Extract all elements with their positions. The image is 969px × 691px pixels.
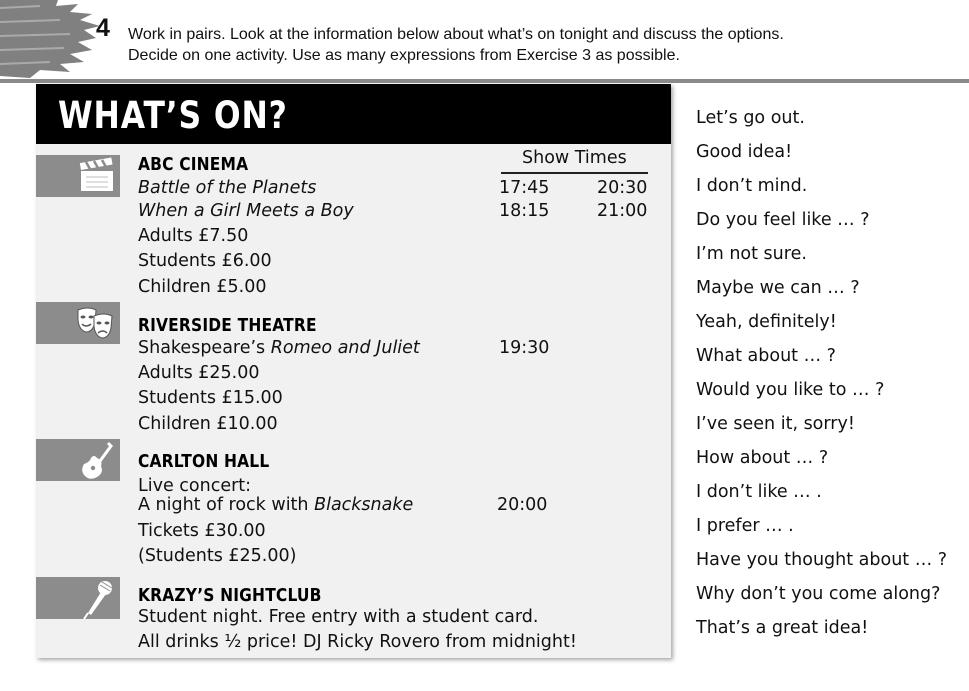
theatre-price-children: Children £10.00 bbox=[138, 414, 278, 434]
film-2-time-1: 18:15 bbox=[499, 201, 550, 221]
expression-item: That’s a great idea! bbox=[696, 618, 869, 638]
expression-item: I don’t mind. bbox=[696, 176, 808, 196]
expression-item: Yeah, definitely! bbox=[696, 312, 837, 332]
nightclub-line-2: All drinks ½ price! DJ Ricky Rovero from midnight! bbox=[138, 632, 577, 652]
cinema-price-adults: Adults £7.50 bbox=[138, 226, 249, 246]
film-1-time-1: 17:45 bbox=[499, 178, 550, 198]
nightclub-line-1: Student night. Free entry with a student card. bbox=[138, 607, 539, 627]
expression-item: I prefer … . bbox=[696, 516, 794, 536]
theatre-price-adults: Adults £25.00 bbox=[138, 363, 260, 383]
theatre-masks-icon bbox=[74, 304, 116, 342]
venue-name-nightclub: KRAZY’S NIGHTCLUB bbox=[138, 585, 322, 606]
cinema-price-students: Students £6.00 bbox=[138, 251, 272, 271]
expression-item: Have you thought about … ? bbox=[696, 550, 948, 570]
microphone-icon bbox=[78, 579, 116, 621]
instructions-line-1: Work in pairs. Look at the information below about what’s on tonight and discuss the options. bbox=[128, 26, 784, 43]
expression-item: Do you feel like … ? bbox=[696, 210, 870, 230]
instructions-line-2: Decide on one activity. Use as many expressions from Exercise 3 as possible. bbox=[128, 47, 680, 64]
panel-header bbox=[36, 84, 671, 144]
expression-item: Would you like to … ? bbox=[696, 380, 885, 400]
theatre-icon-tab bbox=[36, 302, 120, 344]
concert-line-2: A night of rock with Blacksnake bbox=[138, 495, 414, 515]
expression-item: Maybe we can … ? bbox=[696, 278, 860, 298]
expression-item: I don’t like … . bbox=[696, 482, 822, 502]
expression-item: Good idea! bbox=[696, 142, 793, 162]
film-1-title: Battle of the Planets bbox=[138, 178, 317, 198]
expression-item: I’m not sure. bbox=[696, 244, 807, 264]
venue-name-concert-hall: CARLTON HALL bbox=[138, 451, 270, 472]
expression-item: Why don’t you come along? bbox=[696, 584, 941, 604]
guitar-icon bbox=[78, 441, 116, 481]
venue-name-cinema: ABC CINEMA bbox=[138, 154, 249, 175]
concert-price-students: (Students £25.00) bbox=[138, 546, 297, 566]
exercise-number: 4 bbox=[96, 14, 110, 42]
venue-name-theatre: RIVERSIDE THEATRE bbox=[138, 315, 317, 336]
theatre-time: 19:30 bbox=[499, 338, 550, 358]
concert-icon-tab bbox=[36, 439, 120, 481]
nightclub-icon-tab bbox=[36, 577, 120, 619]
expression-item: How about … ? bbox=[696, 448, 829, 468]
whats-on-panel bbox=[36, 84, 671, 658]
header-divider bbox=[0, 79, 969, 83]
film-2-time-2: 21:00 bbox=[597, 201, 648, 221]
expression-item: Let’s go out. bbox=[696, 108, 805, 128]
film-1-time-2: 20:30 bbox=[597, 178, 648, 198]
concert-time: 20:00 bbox=[497, 495, 548, 515]
exercise-instructions bbox=[128, 24, 784, 66]
showtimes-underline bbox=[501, 172, 648, 174]
theatre-show: Shakespeare’s Romeo and Juliet bbox=[138, 338, 420, 358]
concert-line-1: Live concert: bbox=[138, 476, 252, 496]
expression-item: What about … ? bbox=[696, 346, 836, 366]
expressions-list bbox=[696, 108, 947, 652]
film-2-title: When a Girl Meets a Boy bbox=[138, 201, 354, 221]
concert-price-tickets: Tickets £30.00 bbox=[138, 521, 266, 541]
panel-title: WHAT’S ON? bbox=[58, 94, 288, 137]
cinema-icon-tab bbox=[36, 155, 120, 197]
showtimes-header: Show Times bbox=[522, 148, 627, 168]
brush-stroke-decoration bbox=[0, 0, 104, 78]
theatre-price-students: Students £15.00 bbox=[138, 388, 283, 408]
cinema-price-children: Children £5.00 bbox=[138, 277, 267, 297]
expression-item: I’ve seen it, sorry! bbox=[696, 414, 855, 434]
clapperboard-icon bbox=[78, 157, 116, 195]
